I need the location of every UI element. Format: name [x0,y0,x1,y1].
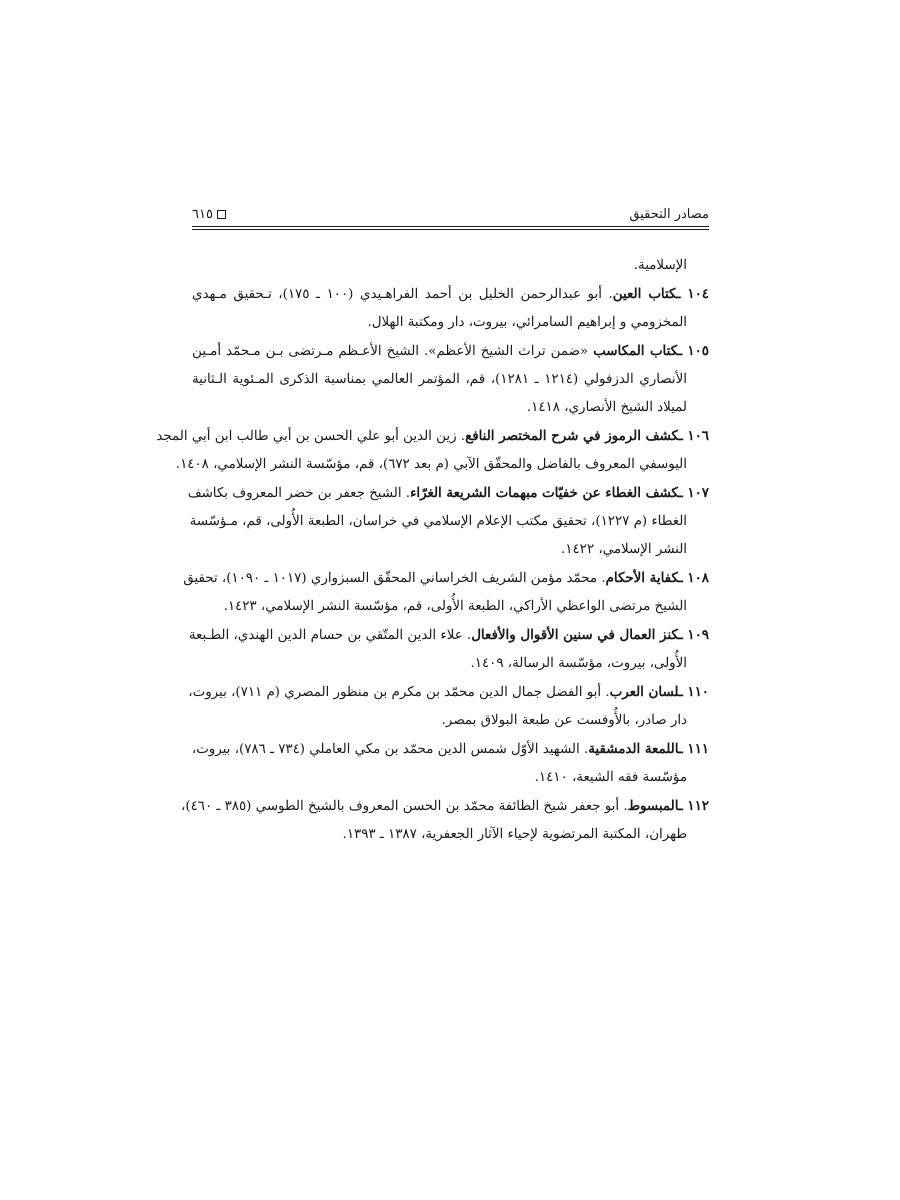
entry-line: الأنصاري الدزفولي (١٢١٤ ـ ١٢٨١)، قم، المؤتمر العالمي بمناسبة الذكرى المـئوية الـثانية [192,372,687,387]
bibliography-entry [187,479,709,564]
entry-number: ١٠٨ ـ [678,570,709,586]
entry-text: «ضمن تراث الشيخ الأعظم». الشيخ الأعـظم مـرتضى بـن مـحمّد أمـين [192,344,594,359]
entry-number: ١٠٥ ـ [678,343,709,359]
entry-line [192,280,709,309]
entry-line: مؤسّسة فقه الشيعة، ١٤١٠. [534,770,687,785]
entry-number: ١٠٤ ـ [676,286,709,302]
entry-line [192,735,709,764]
entry-line: النشر الإسلامي، ١٤٢٢. [561,542,687,557]
entry-line: الإسلامية. [633,258,687,273]
entry-number: ١١١ ـ [678,741,709,757]
square-outline-icon [217,210,226,219]
entry-number: ١١٢ ـ [678,798,709,814]
entry-title: اللمعة الدمشقية [588,741,679,757]
running-title: مصادر التحقيق [629,207,709,222]
entry-title: لسان العرب [609,684,679,700]
entry-title: المبسوط [627,798,679,814]
bibliography-entry [192,280,709,337]
bibliography-entry [192,337,709,422]
entry-line [192,337,709,366]
header-double-rule [192,226,709,230]
entry-line: لميلاد الشيخ الأنصاري، ١٤١٨. [526,400,687,415]
entry-line [183,564,709,593]
page-header [192,196,709,222]
entry-line: دار صادر، بالأُوفست عن طبعة البولاق بمصر. [441,713,687,728]
entry-line: اليوسفي المعروف بالفاضل والمحقّق الآبي (م بعد ٦٧٢)، قم، مؤسّسة النشر الإسلامي، ١٤٠٨. [175,457,687,472]
book-page [156,196,709,849]
entry-line: المخزومي و إبراهيم السامرائي، بيروت، دار ومكتبة الهلال. [367,315,687,330]
entry-text: . الشهيد الأوّل شمس الدين محمّد بن مكي العاملي (٧٣٤ ـ ٧٨٦)، بيروت، [191,742,589,757]
entry-line [188,678,709,707]
entry-title: كشف الغطاء عن خفيّات مبهمات الشريعة الغرّاء [410,485,679,501]
bibliography-list [156,252,709,849]
entry-title: كتاب المكاسب [593,343,679,359]
entry-title: كفاية الأحكام [605,570,679,586]
entry-text: . علاء الدين المتّقي بن حسام الدين الهندي، الطـبعة [188,628,472,643]
bibliography-entry [183,564,709,621]
entry-text: . أبو الفضل جمال الدين محمّد بن مكرم بن منظور المصري (م ٧١١)، بيروت، [188,685,610,700]
page-number: ٦١٥ [192,207,213,222]
bibliography-entry [181,792,709,849]
entry-line: طهران، المكتبة المرتضوية لإحياء الآثار الجعفرية، ١٣٨٧ ـ ١٣٩٣. [342,827,687,842]
bibliography-entry [188,678,709,735]
entry-line [188,621,709,650]
entry-line: الأُولى، بيروت، مؤسّسة الرسالة، ١٤٠٩. [470,656,687,671]
entry-text: . أبو عبدالرحمن الخليل بن أحمد الفراهـيدي (١٠٠ ـ ١٧٥)، تـحقيق مـهدي [192,287,613,302]
entry-number: ١٠٩ ـ [678,627,709,643]
entry-number: ١٠٧ ـ [678,485,709,501]
entry-title: كتاب العين [612,286,677,302]
entry-line: الشيخ مرتضى الواعظي الأراكي، الطبعة الأُولى، قم، مؤسّسة النشر الإسلامي، ١٤٢٣. [223,599,687,614]
entry-text: . زين الدين أبو علي الحسن بن أبي طالب ابن أبي المجد [156,429,466,444]
entry-title: كنز العمال في سنين الأقوال والأفعال [471,627,679,643]
entry-title: كشف الرموز في شرح المختصر النافع [465,428,679,444]
entry-text: . أبو جعفر شيخ الطائفة محمّد بن الحسن المعروف بالشيخ الطوسي (٣٨٥ ـ ٤٦٠)، [181,799,628,814]
entry-text: . الشيخ جعفر بن خضر المعروف بكاشف [187,486,411,501]
bibliography-entry [156,422,709,479]
bibliography-entry [192,735,709,792]
page-number-group [192,207,226,222]
bibliography-entry [188,621,709,678]
entry-line [156,422,709,451]
entry-number: ١٠٦ ـ [678,428,709,444]
entry-line: الغطاء (م ١٢٢٧)، تحقيق مكتب الإعلام الإسلامي في خراسان، الطبعة الأُولى، قم، مـؤسّسة [189,514,687,529]
entry-line [187,479,709,508]
entry-number: ١١٠ ـ [678,684,709,700]
entry-line [181,792,709,821]
entry-text: . محمّد مؤمن الشريف الخراساني المحقّق السبزواري (١٠١٧ ـ ١٠٩٠)، تحقيق [183,571,606,586]
bibliography-entry [192,252,709,280]
